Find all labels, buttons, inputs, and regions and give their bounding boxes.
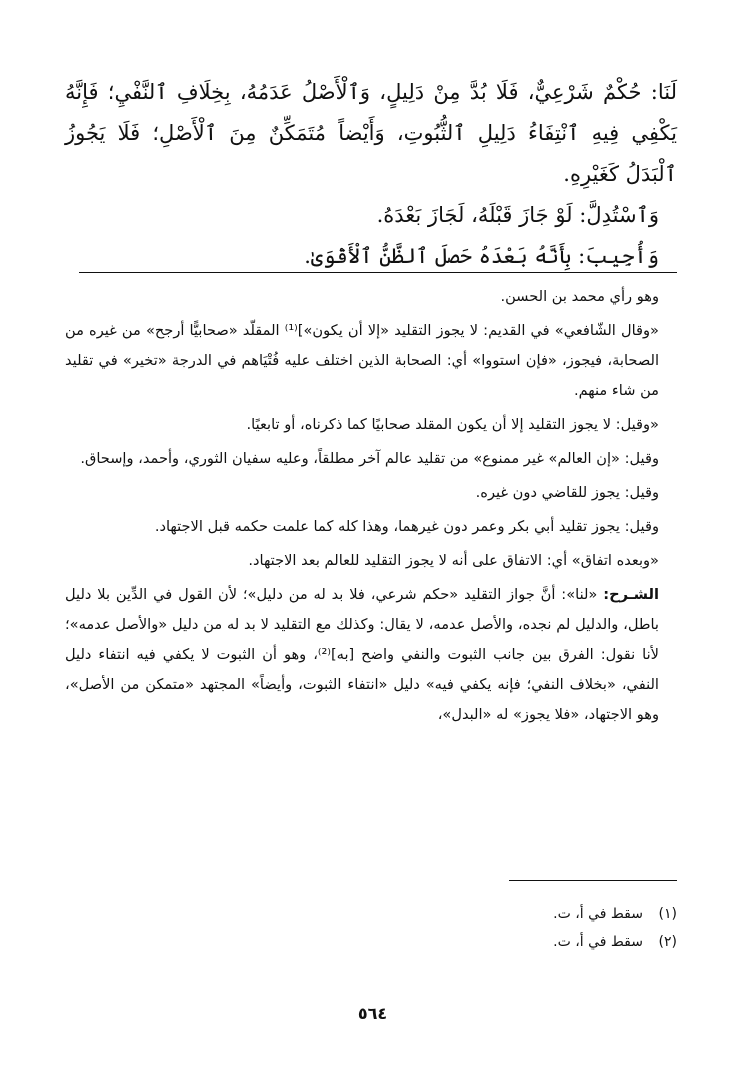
- footnote-text: سقط في أ، ت.: [553, 934, 643, 950]
- commentary-paragraph: وقيل: يجوز للقاضي دون غيره.: [475, 484, 659, 501]
- commentary-paragraph: وقيل: «إن العالم» غير ممنوع» من تقليد عالم آخر مطلقاً، وعليه سفيان الثوري، وأحمد، وإسحاق.: [80, 450, 659, 467]
- commentary-paragraph: وقيل: يجوز تقليد أبي بكر وعمر دون غيرهما، وهذا كله كما علمت حكمه قبل الاجتهاد.: [154, 518, 659, 535]
- footnotes: [277, 900, 677, 956]
- footnote-number: (١): [658, 906, 677, 922]
- page-number: ٥٦٤: [357, 1004, 388, 1023]
- commentary-explanation: [65, 580, 677, 730]
- commentary-paragraph: «وبعده اتفاق» أي: الاتفاق على أنه لا يجوز التقليد للعالم بعد الاجتهاد.: [248, 552, 659, 569]
- main-text: [65, 72, 677, 277]
- commentary-heading: الشـرح:: [603, 586, 659, 603]
- footnote-2: [277, 928, 677, 956]
- main-text-paragraph-1: لَنَا: حُكْمٌ شَرْعِيٌّ، فَلَا بُدَّ مِنْ دَلِيلٍ، وَٱلْأَصْلُ عَدَمُهُ، بِخِلَافِ ٱلنَّفْيِ؛ فَإِنَّهُ يَكْفِي فِيهِ ٱنْتِفَاءُ دَلِيلِ ٱلثُّبُوتِ، وَأَيْضاً مُتَمَكِّنٌ مِنَ ٱلْأَصْلِ؛ فَلَا يَجُوزُ ٱلْبَدَلُ كَغَيْرِهِ.: [65, 80, 677, 186]
- commentary-explanation-text: «لنا»: أنَّ جواز التقليد «حكم شرعي، فلا بد له من دليل»؛ لأن القول في الدِّين بلا دليل باطل، والدليل لم نجده، والأصل عدمه، لا يقال: وكذلك مع التقليد لا بد له من دليل «والأصل عدمه»؛ لأنا نقول: الفرق بين جانب الثبوت والنفي واضح [به]⁽²⁾، وهو أن الثبوت لا يكفي فيه انتفاء دليل النفي، «بخلاف النفي؛ فإنه يكفي فيه» دليل «انتفاء الثبوت، وأيضاً» المجتهد «متمكن من الأصل»، وهو الاجتهاد، «فلا يجوز» له «البدل»،: [65, 586, 659, 723]
- footnote-text: سقط في أ، ت.: [553, 906, 643, 922]
- main-text-paragraph-3: وَأُجِيبَ: بِأَنَّهُ بَعْدَهُ حَصلَ ٱلظَّنُّ ٱلْأَقْوَىٰ.: [304, 244, 659, 268]
- footnote-number: (٢): [658, 934, 677, 950]
- footnote-1: [277, 900, 677, 928]
- footnote-divider: [509, 880, 677, 881]
- commentary-paragraph: «وقال الشّافعي» في القديم: لا يجوز التقليد «إلا أن يكون»]⁽¹⁾ المقلّد «صحابيًّا أرجح» من غيره من الصحابة، فيجوز، «فإن استووا» أي: الصحابة الذين اختلف عليه فُتْيَاهم في الدرجة «تخير» في تقليد من شاء منهم.: [65, 322, 659, 399]
- commentary-paragraph: وهو رأي محمد بن الحسن.: [500, 288, 659, 305]
- commentary: [65, 282, 677, 734]
- main-text-divider: [79, 272, 677, 273]
- main-text-paragraph-2: وَٱسْتُدِلَّ: لَوْ جَازَ قَبْلَهُ، لَجَازَ بَعْدَهُ.: [376, 203, 659, 227]
- commentary-paragraph: «وقيل: لا يجوز التقليد إلا أن يكون المقلد صحابيًا كما ذكرناه، أو تابعيًا.: [246, 416, 659, 433]
